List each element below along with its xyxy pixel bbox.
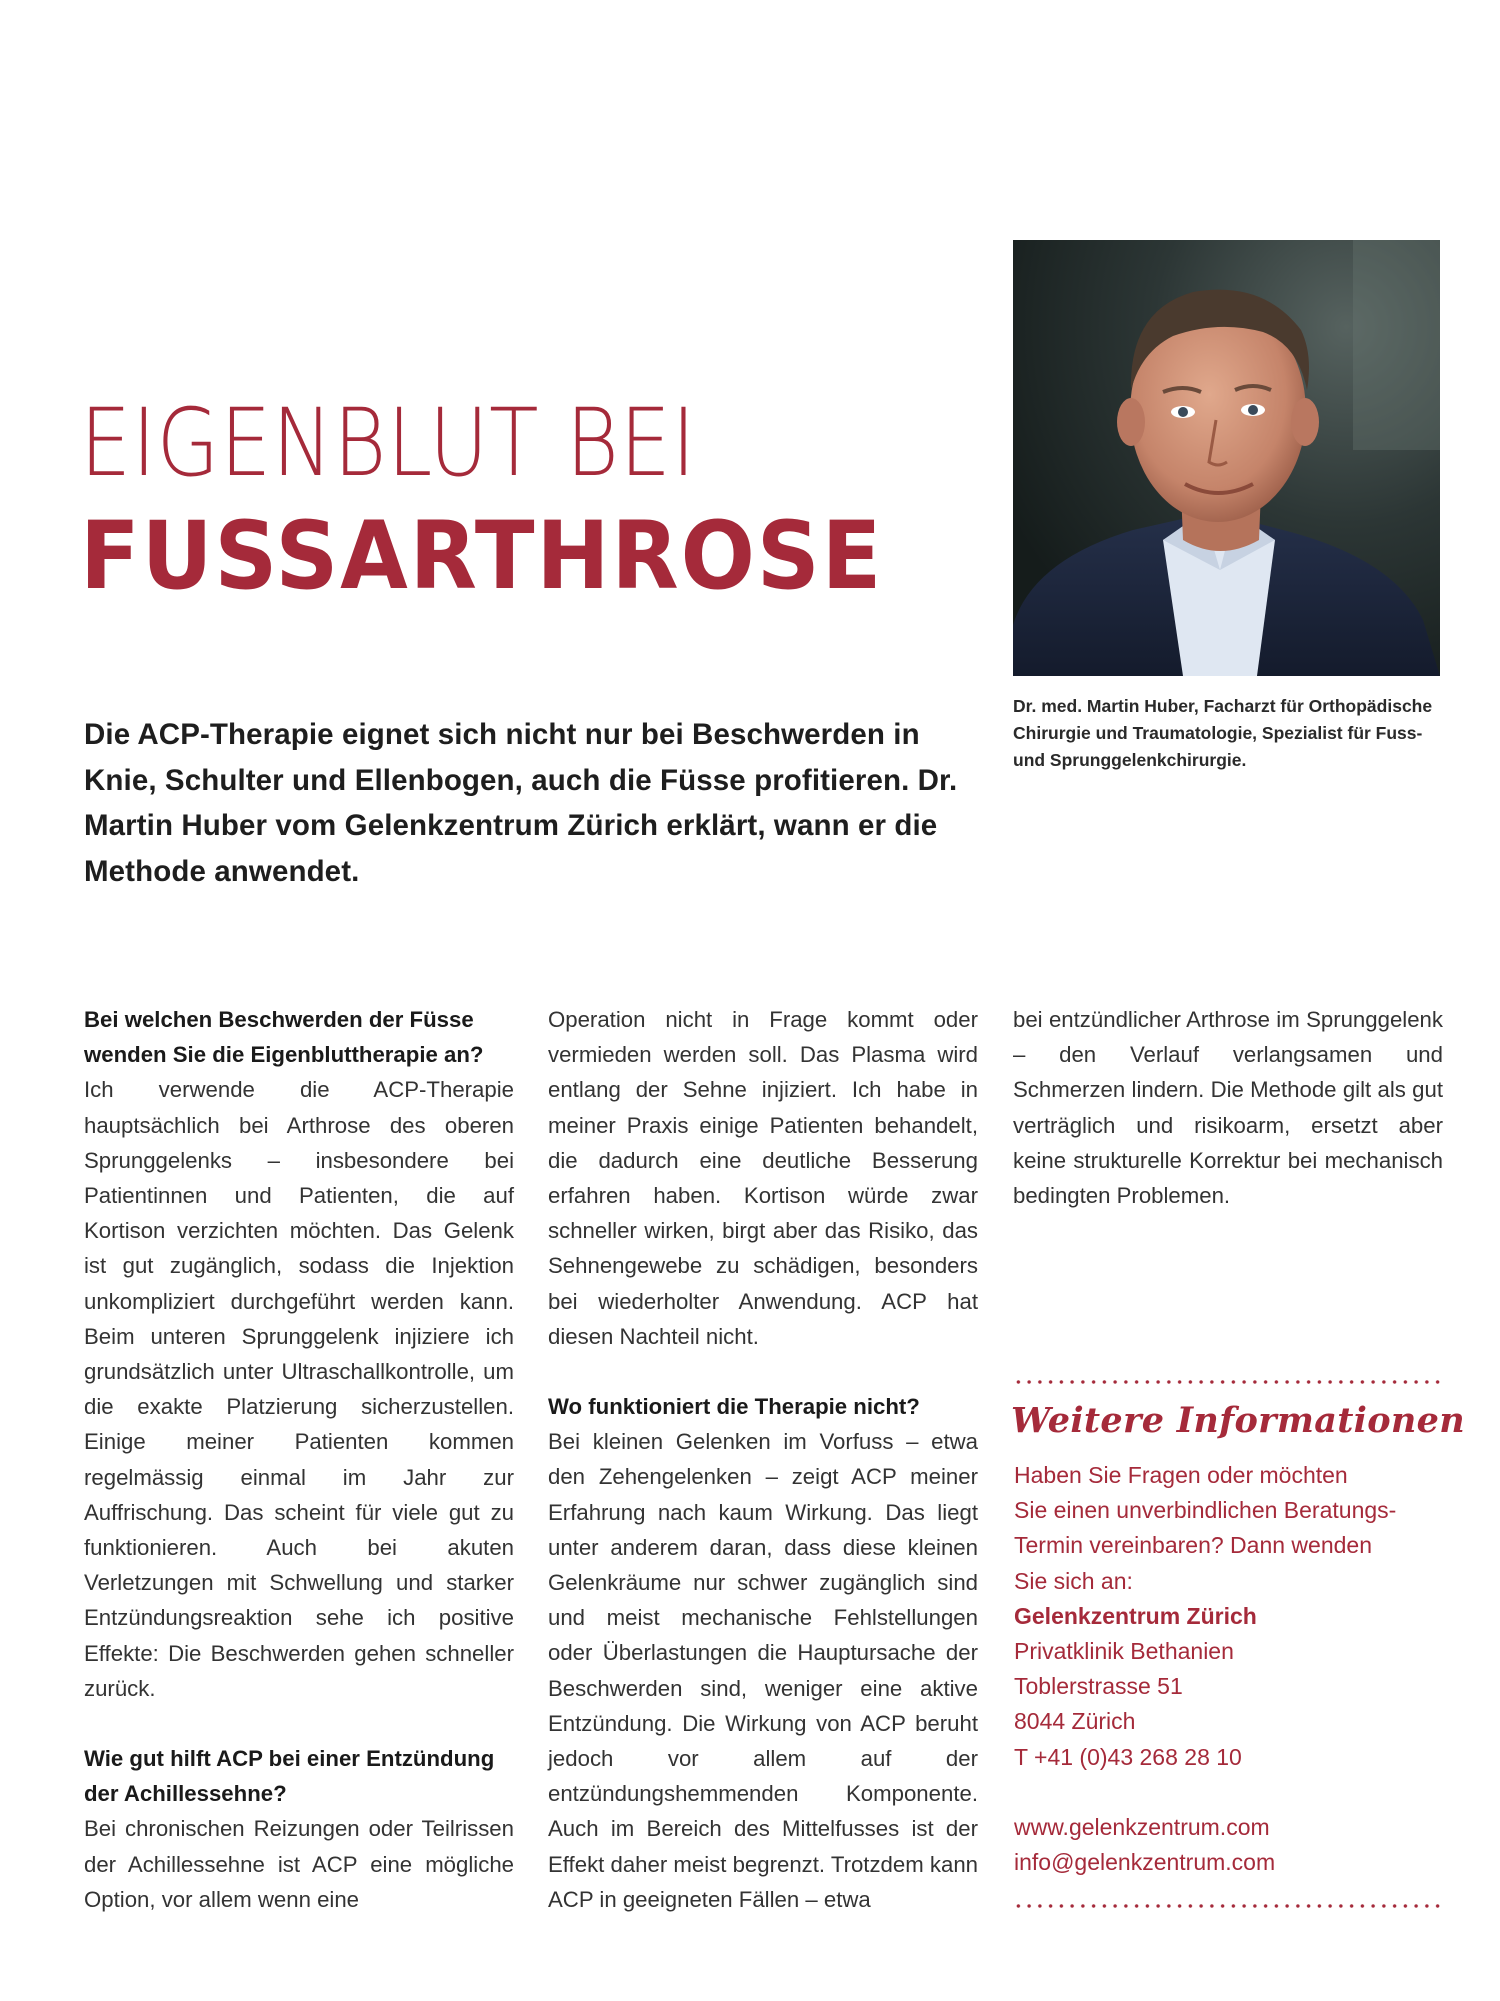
- info-city: 8044 Zürich: [1014, 1708, 1136, 1735]
- portrait-caption: Dr. med. Martin Huber, Facharzt für Orthopädische Chirurgie und Traumatologie, Spezialist für Fuss- und Sprunggelenkchirurgie.: [1013, 696, 1433, 770]
- title-line-2: FUSSARTHROSE: [80, 502, 884, 611]
- article-column-1: [84, 1002, 514, 1917]
- article-column-3: [1013, 1002, 1443, 1213]
- info-email-link[interactable]: info@gelenkzentrum.com: [1014, 1849, 1276, 1876]
- info-box-title: Weitere Informationen: [1011, 1400, 1465, 1441]
- info-text-line: Sie einen unverbindlichen Beratungs-: [1014, 1497, 1397, 1524]
- answer-paragraph: Bei chronischen Reizungen oder Teilrissen der Achillessehne ist ACP eine mögliche Option, vor allem wenn eine: [84, 1816, 514, 1912]
- article-title: [80, 390, 944, 616]
- info-box: [1014, 1458, 1454, 1880]
- answer-paragraph: Bei kleinen Gelenken im Vorfuss – etwa den Zehengelenken – zeigt ACP meiner Erfahrung nach kaum Wirkung. Das liegt unter anderem daran, dass diese kleinen Gelenkräume nur schwer zugänglich sind und meist mechanische Fehlstellungen oder Überlastungen die Hauptursache der Beschwerden sind, weniger eine aktive Entzündung. Die Wirkung von ACP beruht jedoch vor allem auf der entzündungshemmenden Komponente. Auch im Bereich des Mittelfusses ist der Effekt daher meist begrenzt. Trotzdem kann ACP in geeigneten Fällen – etwa: [548, 1429, 979, 1912]
- question-heading: Bei welchen Beschwerden der Füsse wenden Sie die Eigenbluttherapie an?: [84, 1007, 484, 1068]
- question-heading: Wie gut hilft ACP bei einer Entzündung der Achillessehne?: [84, 1746, 495, 1807]
- answer-paragraph: bei entzündlicher Arthrose im Sprunggelenk – den Verlauf verlangsamen und Schmerzen lindern. Die Methode gilt als gut verträglich und risikoarm, ersetzt aber keine strukturelle Korrektur bei mechanisch bedingten Problemen.: [1013, 1007, 1443, 1209]
- info-divider-top: [1013, 1380, 1443, 1384]
- portrait-photo: [1013, 240, 1440, 676]
- answer-paragraph: Ich verwende die ACP-Therapie hauptsächlich bei Arthrose des oberen Sprunggelenks – insbesondere bei Patientinnen und Patienten, die auf Kortison verzichten möchten. Das Gelenk ist gut zugänglich, sodass die Injektion unkompliziert durchgeführt werden kann. Beim unteren Sprunggelenk injiziere ich grundsätzlich unter Ultraschallkontrolle, um die exakte Platzierung sicherzustellen. Einige meiner Patienten kommen regelmässig einmal im Jahr zur Auffrischung. Das scheint für viele gut zu funktionieren. Auch bei akuten Verletzungen mit Schwellung und starker Entzündungsreaktion sehe ich positive Effekte: Die Beschwerden gehen schneller zurück.: [84, 1077, 514, 1701]
- info-website-link[interactable]: www.gelenkzentrum.com: [1014, 1813, 1270, 1840]
- info-divider-bottom: [1013, 1904, 1443, 1908]
- title-line-1: EIGENBLUT BEI: [80, 389, 697, 498]
- question-heading: Wo funktioniert die Therapie nicht?: [548, 1394, 920, 1420]
- info-text-line: Sie sich an:: [1014, 1567, 1133, 1594]
- info-street: Toblerstrasse 51: [1014, 1673, 1183, 1700]
- info-clinic-name: Privatklinik Bethanien: [1014, 1638, 1234, 1665]
- answer-paragraph: Operation nicht in Frage kommt oder vermieden werden soll. Das Plasma wird entlang der Sehne injiziert. Ich habe in meiner Praxis einige Patienten behandelt, die dadurch eine deutliche Besserung erfahren haben. Kortison würde zwar schneller wirken, birgt aber das Risiko, das Sehnengewebe zu schädigen, besonders bei wiederholter Anwendung. ACP hat diesen Nachteil nicht.: [548, 1007, 978, 1349]
- info-phone: T +41 (0)43 268 28 10: [1014, 1743, 1242, 1770]
- lead-paragraph: Die ACP-Therapie eignet sich nicht nur bei Beschwerden in Knie, Schulter und Ellenbogen, auch die Füsse profitieren. Dr. Martin Huber vom Gelenkzentrum Zürich erklärt, wann er die Methode anwendet.: [84, 718, 958, 888]
- article-column-2: [548, 1002, 978, 1917]
- info-org-name: Gelenkzentrum Zürich: [1014, 1602, 1257, 1629]
- info-text-line: Termin vereinbaren? Dann wenden: [1014, 1532, 1372, 1559]
- info-text-line: Haben Sie Fragen oder möchten: [1014, 1462, 1348, 1488]
